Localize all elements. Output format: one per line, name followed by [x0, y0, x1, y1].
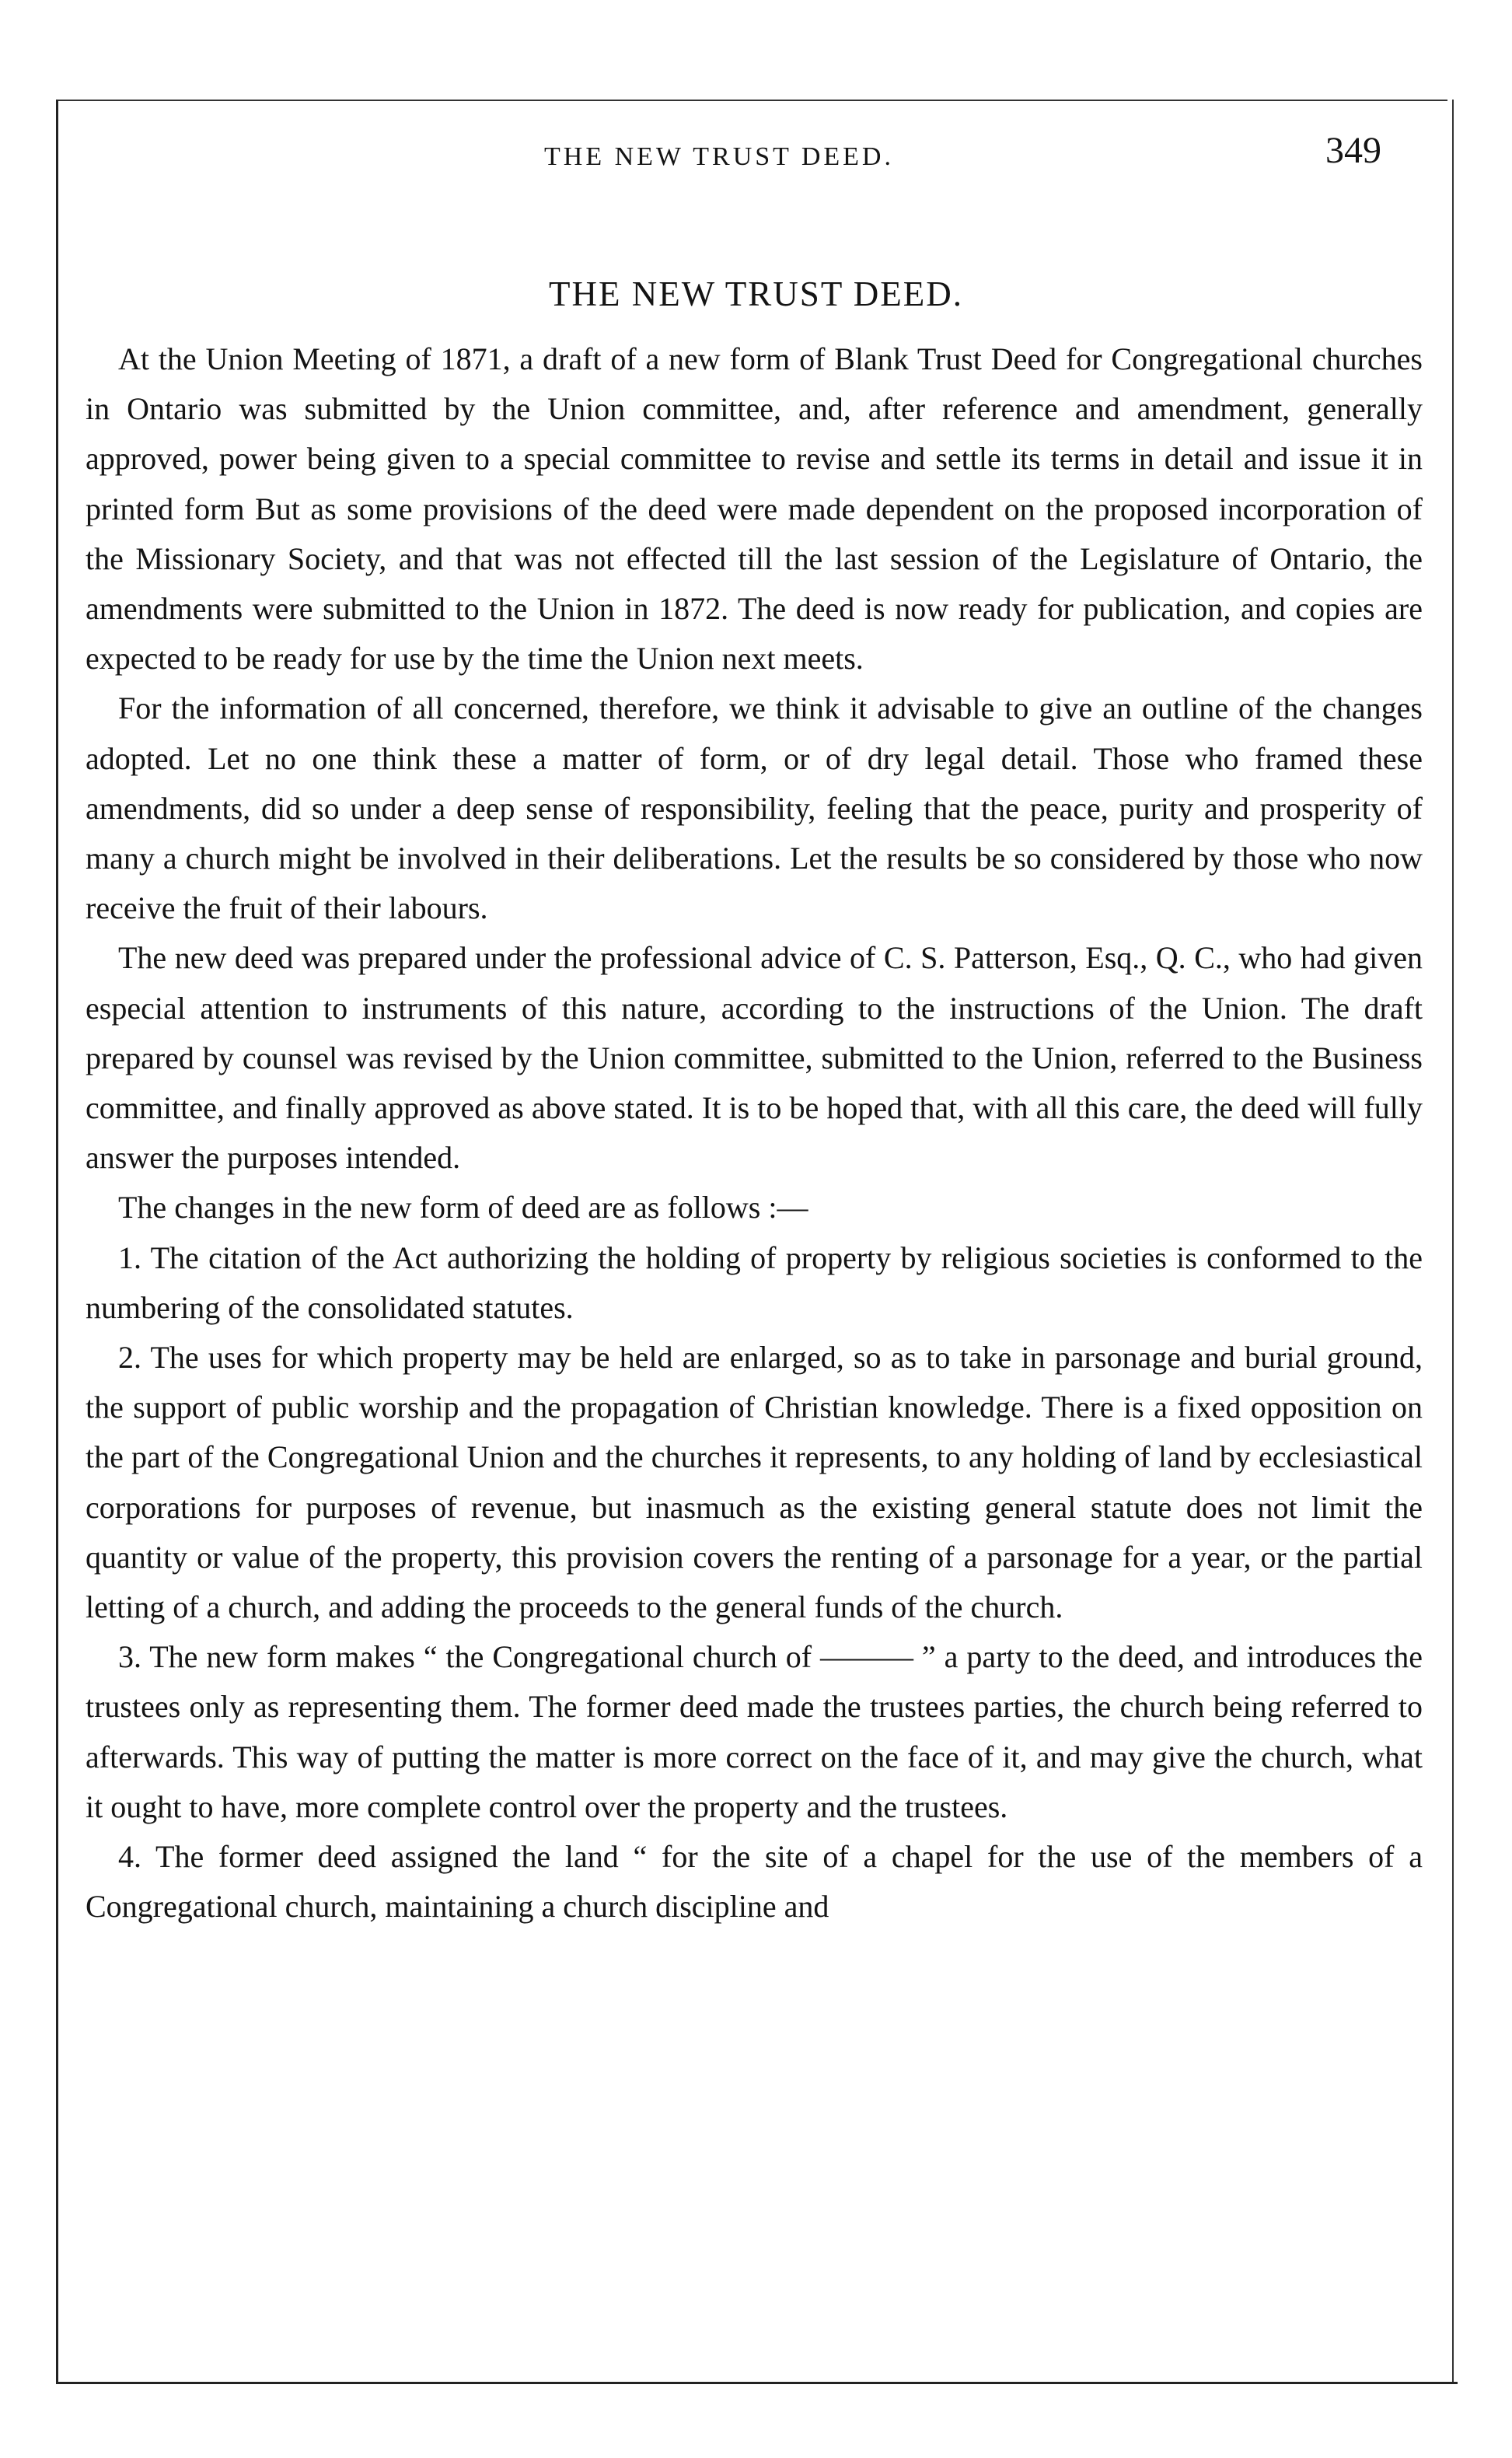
page-number: 349	[1325, 130, 1381, 171]
paragraph-counsel: The new deed was prepared under the professional advice of C. S. Patterson, Esq., Q. C., who had given especial attention to instruments of this nature, according to the instructions of the Union. The draft prepared by counsel was revised by the Union committee, submitted to the Union, referred to the Business committee, and finally approved as above stated. It is to be hoped that, with all this care, the deed will fully answer the purposes intended.	[86, 940, 1423, 1176]
paragraph-change-3: 3. The new form makes “ the Congregational church of ——— ” a party to the deed, and introduces the trustees only as representing them. The former deed made the trustees parties, the church being referred to afterwards. This way of putting the matter is more correct on the face of it, and may give the church, what it ought to have, more complete control over the property and the trustees.	[86, 1639, 1423, 1824]
paragraph-change-4: 4. The former deed assigned the land “ for the site of a chapel for the use of the members of a Congregational church, maintaining a church discipline and	[86, 1839, 1423, 1925]
paragraph-changes-intro: The changes in the new form of deed are as follows :—	[118, 1190, 808, 1226]
article-title: THE NEW TRUST DEED.	[549, 274, 963, 313]
paragraph-intro: At the Union Meeting of 1871, a draft of a new form of Blank Trust Deed for Congregational churches in Ontario was submitted by the Union committee, and, after reference and amendment, generally approved, power being given to a special committee to revise and settle its terms in detail and issue it in printed form But as some provisions of the deed were made dependent on the proposed incorporation of the Missionary Society, and that was not effected till the last session of the Legislature of Ontario, the amendments were submitted to the Union in 1872. The deed is now ready for publication, and copies are expected to be ready for use by the time the Union next meets.	[86, 341, 1423, 677]
paragraph-information: For the information of all concerned, therefore, we think it advisable to give an outline of the changes adopted. Let no one think these a matter of form, or of dry legal detail. Those who framed these amendments, did so under a deep sense of responsibility, feeling that the peace, purity and prosperity of many a church might be involved in their deliberations. Let the results be so considered by those who now receive the fruit of their labours.	[86, 691, 1423, 926]
page-border-right	[1452, 100, 1454, 2382]
paragraph-change-1: 1. The citation of the Act authorizing the holding of property by religious societies is conformed to the numbering of the consolidated statutes.	[86, 1239, 1423, 1325]
article-body	[86, 334, 1423, 1932]
paragraph-change-2: 2. The uses for which property may be held are enlarged, so as to take in parsonage and burial ground, the support of public worship and the propagation of Christian knowledge. There is a fixed opposition on the part of the Congregational Union and the churches it represents, to any holding of land by ecclesiastical corporations for purposes of revenue, but inasmuch as the existing general statute does not limit the quantity or value of the property, this provision covers the renting of a parsonage for a year, or the partial letting of a church, and adding the proceeds to the general funds of the church.	[86, 1340, 1423, 1625]
running-head: THE NEW TRUST DEED.	[544, 142, 894, 171]
